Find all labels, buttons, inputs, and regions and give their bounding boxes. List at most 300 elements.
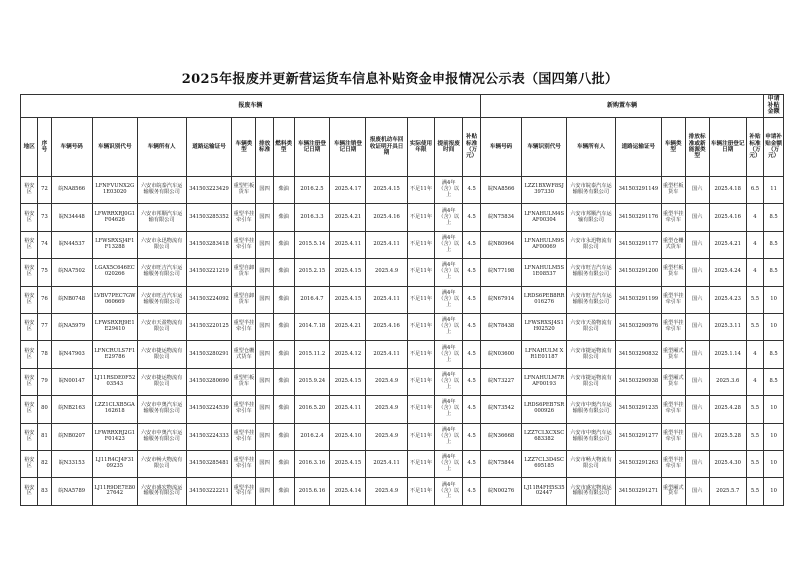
table-cell: 341503221219 [186, 259, 232, 286]
table-cell: 皖NA8566 [51, 177, 92, 204]
table-cell: 皖N67914 [480, 286, 521, 313]
table-cell: 2016.2.4 [294, 423, 330, 450]
table-cell: 柴油 [273, 204, 294, 231]
table-cell: 满4年（含）以上 [435, 423, 463, 450]
table-cell: 6.5 [746, 177, 763, 204]
table-cell: 裕安区 [21, 259, 38, 286]
table-cell: 73 [38, 204, 51, 231]
column-header: 车辆类型 [232, 118, 256, 177]
table-row [21, 286, 784, 313]
table-cell: 皖N36668 [480, 423, 521, 450]
table-cell: 341503291199 [615, 286, 661, 313]
table-row [21, 177, 784, 204]
table-cell: 5.5 [746, 450, 763, 477]
table-cell: 不足11年 [407, 177, 434, 204]
table-cell: 341503291277 [615, 423, 661, 450]
table-cell: 裕安区 [21, 286, 38, 313]
table-cell: 六安市捷运物流有限公司 [137, 341, 186, 368]
table-cell: 341503285481 [186, 450, 232, 477]
table-cell: LZZ1BXWF8SJ397330 [522, 177, 567, 204]
table-cell: 满4年（含）以上 [435, 341, 463, 368]
table-cell: 六安市中奥汽车运输服务有限公司 [566, 423, 615, 450]
table-cell: 341503224333 [186, 423, 232, 450]
table-cell: 4.5 [463, 450, 481, 477]
table-cell: 六安市中奥汽车运输服务有限公司 [137, 396, 186, 423]
table-cell: 国四 [256, 231, 273, 258]
table-cell: 8.5 [764, 341, 784, 368]
table-cell: 341503283418 [186, 231, 232, 258]
column-header: 排放标准或新能源类型 [685, 118, 709, 177]
table-cell: 满4年（含）以上 [435, 231, 463, 258]
table-cell: 重型半挂牵引车 [232, 423, 256, 450]
table-cell: 2025.4.16 [366, 204, 407, 231]
table-cell: 不足11年 [407, 423, 434, 450]
table-cell: 4.5 [463, 286, 481, 313]
table-cell: 重型半挂牵引车 [661, 286, 685, 313]
table-cell: 2025.4.11 [366, 341, 407, 368]
subsidy-table [20, 94, 784, 506]
table-cell: 重型半挂牵引车 [232, 450, 256, 477]
table-cell: 皖N73227 [480, 368, 521, 395]
table-cell: 2016.2.5 [294, 177, 330, 204]
table-cell: 裕安区 [21, 423, 38, 450]
table-cell: 4.5 [463, 313, 481, 340]
table-cell: 2025.4.14 [330, 478, 366, 505]
table-cell: 341503291177 [615, 231, 661, 258]
table-cell: 2025.4.23 [709, 286, 746, 313]
table-cell: 皖NA7502 [51, 259, 92, 286]
table-cell: LVBV7PEC7GW060669 [92, 286, 137, 313]
table-cell: 341503291235 [615, 396, 661, 423]
table-cell: 重型半挂牵引车 [232, 478, 256, 505]
table-cell: 10 [764, 396, 784, 423]
table-cell: 72 [38, 177, 51, 204]
table-cell: 8.5 [764, 204, 784, 231]
table-cell: 裕安区 [21, 478, 38, 505]
table-cell: 2025.4.15 [330, 450, 366, 477]
table-cell: 满4年（含）以上 [435, 396, 463, 423]
table-cell: 76 [38, 286, 51, 313]
table-cell: 国四 [256, 259, 273, 286]
table-cell: LZZ1CLXB5GA162618 [92, 396, 137, 423]
table-cell: 81 [38, 423, 51, 450]
scrapped-vehicles-group: 报废车辆 [21, 95, 481, 118]
table-cell: LZZ7CL3D4SC695185 [522, 450, 567, 477]
table-row [21, 204, 784, 231]
table-cell: 裕安区 [21, 396, 38, 423]
table-cell: 2025.3.6 [709, 368, 746, 395]
table-cell: 柴油 [273, 259, 294, 286]
table-cell: 皖NA5979 [51, 313, 92, 340]
column-header: 车辆号码 [480, 118, 521, 177]
table-cell: 国六 [685, 286, 709, 313]
table-cell: 六安市盛宏物流运输服务有限公司 [566, 478, 615, 505]
table-cell: 裕安区 [21, 204, 38, 231]
column-header-row [21, 118, 784, 177]
table-cell: 不足11年 [407, 204, 434, 231]
table-cell: 10 [764, 313, 784, 340]
column-header: 补贴标准（万元） [463, 118, 481, 177]
table-cell: 10 [764, 423, 784, 450]
table-cell: LJ11R9DE7E8027642 [92, 478, 137, 505]
table-cell: LRDS6PEB7SR000926 [522, 396, 567, 423]
table-cell: 国四 [256, 368, 273, 395]
table-cell: LFWRRXRJ0G1F04626 [92, 204, 137, 231]
table-cell: 国六 [685, 204, 709, 231]
table-cell: 341503290976 [615, 313, 661, 340]
table-row [21, 396, 784, 423]
table-cell: 2025.4.9 [366, 259, 407, 286]
table-cell: 2025.4.11 [330, 396, 366, 423]
table-cell: LFNFVUNX2G1E03020 [92, 177, 137, 204]
table-cell: 2025.4.15 [366, 177, 407, 204]
table-cell: 341503223429 [186, 177, 232, 204]
table-cell: 六安市永迅物流有限公司 [566, 231, 615, 258]
table-cell: 2025.4.11 [330, 231, 366, 258]
table-cell: 重型半挂牵引车 [661, 204, 685, 231]
table-cell: 4.5 [463, 204, 481, 231]
table-cell: 341503280291 [186, 341, 232, 368]
table-cell: 六安市中奥汽车运输服务有限公司 [137, 423, 186, 450]
table-cell: 2025.4.21 [330, 313, 366, 340]
table-cell: 不足11年 [407, 478, 434, 505]
table-cell: LFWRRXRJ2G1F01423 [92, 423, 137, 450]
table-cell: 2025.4.28 [709, 396, 746, 423]
column-header: 排放标准 [256, 118, 273, 177]
table-cell: 国四 [256, 341, 273, 368]
table-cell: LFWSRXSJ4S1H02520 [522, 313, 567, 340]
table-cell: 341503285352 [186, 204, 232, 231]
table-cell: 341503290832 [615, 341, 661, 368]
table-cell: 国六 [685, 259, 709, 286]
table-cell: 六安市捷运物流有限公司 [566, 341, 615, 368]
table-cell: 2025.4.15 [330, 259, 366, 286]
table-cell: 满4年（含）以上 [435, 478, 463, 505]
table-body [21, 177, 784, 506]
table-cell: 11 [764, 177, 784, 204]
table-cell: 裕安区 [21, 313, 38, 340]
table-cell: 六安市皖泰汽车运输服务有限公司 [137, 177, 186, 204]
table-cell: 2025.4.9 [366, 396, 407, 423]
table-row [21, 368, 784, 395]
table-cell: 六安市畅大物流有限公司 [137, 450, 186, 477]
table-cell: 六安市中奥汽车运输服务有限公司 [566, 396, 615, 423]
table-cell: 10 [764, 450, 784, 477]
table-cell: 2025.4.10 [330, 423, 366, 450]
table-cell: 重型半挂牵引车 [232, 231, 256, 258]
table-cell: 10 [764, 478, 784, 505]
table-cell: 75 [38, 259, 51, 286]
apply-amount-group: 申请补贴金额 [764, 95, 784, 118]
table-cell: 皖NB2163 [51, 396, 92, 423]
table-cell: 4.5 [463, 177, 481, 204]
column-header: 车辆识别代号 [92, 118, 137, 177]
column-header: 序号 [38, 118, 51, 177]
table-cell: 国六 [685, 478, 709, 505]
table-cell: 皖N75844 [480, 450, 521, 477]
table-cell: 重型半挂牵引车 [661, 423, 685, 450]
table-cell: LFNAHULM5S1E08537 [522, 259, 567, 286]
table-cell: 皖NA8566 [480, 177, 521, 204]
table-cell: 341503280690 [186, 368, 232, 395]
table-cell: 4 [746, 231, 763, 258]
table-row [21, 478, 784, 505]
table-cell: 341503290938 [615, 368, 661, 395]
group-header-row [21, 95, 784, 118]
table-cell: 重型栏板货车 [232, 177, 256, 204]
table-cell: 裕安区 [21, 231, 38, 258]
table-cell: 重型厢式货车 [661, 368, 685, 395]
table-cell: 满4年（含）以上 [435, 313, 463, 340]
table-cell: 2016.3.16 [294, 450, 330, 477]
table-cell: 国四 [256, 396, 273, 423]
table-cell: 六安市皖泰汽车运输服务有限公司 [566, 177, 615, 204]
table-cell: 皖NB0748 [51, 286, 92, 313]
table-cell: 六安市旺吉汽车运输服务有限公司 [137, 286, 186, 313]
table-cell: 2016.3.3 [294, 204, 330, 231]
table-cell: LFNAHULM4SAF00304 [522, 204, 567, 231]
table-cell: LJ11R4CJ4F3109235 [92, 450, 137, 477]
table-cell: 2015.5.14 [294, 231, 330, 258]
table-cell: 8.5 [764, 259, 784, 286]
column-header: 燃料类型 [273, 118, 294, 177]
table-cell: 2025.1.14 [709, 341, 746, 368]
table-cell: 2015.2.15 [294, 259, 330, 286]
table-cell: 2025.5.7 [709, 478, 746, 505]
table-cell: 满4年（含）以上 [435, 177, 463, 204]
table-cell: 国六 [685, 396, 709, 423]
column-header: 道路运输证号 [186, 118, 232, 177]
table-cell: 重型自卸货车 [232, 259, 256, 286]
table-cell: 满4年（含）以上 [435, 286, 463, 313]
table-cell: 国六 [685, 231, 709, 258]
table-cell: 74 [38, 231, 51, 258]
table-cell: 341503291271 [615, 478, 661, 505]
table-cell: 重型厢式货车 [661, 341, 685, 368]
table-cell: 国四 [256, 177, 273, 204]
table-cell: 国四 [256, 286, 273, 313]
table-cell: 4.5 [463, 341, 481, 368]
table-cell: 柴油 [273, 450, 294, 477]
table-cell: 国六 [685, 341, 709, 368]
table-cell: 341503224092 [186, 286, 232, 313]
column-header: 车辆注册登记日期 [709, 118, 746, 177]
table-cell: 重型半挂牵引车 [661, 313, 685, 340]
table-cell: 4.5 [463, 259, 481, 286]
table-cell: 柴油 [273, 368, 294, 395]
table-cell: 不足11年 [407, 396, 434, 423]
table-cell: 六安市天盈物流有限公司 [137, 313, 186, 340]
table-cell: 六安市旺吉汽车运输服务有限公司 [566, 259, 615, 286]
table-cell: 柴油 [273, 341, 294, 368]
table-cell: 不足11年 [407, 259, 434, 286]
table-cell: 79 [38, 368, 51, 395]
table-cell: 柴油 [273, 231, 294, 258]
table-cell: 皖N77198 [480, 259, 521, 286]
table-cell: 5.5 [746, 313, 763, 340]
table-cell: 裕安区 [21, 368, 38, 395]
table-cell: 5.5 [746, 423, 763, 450]
table-cell: 重型半挂牵引车 [661, 396, 685, 423]
table-cell: 皖N80964 [480, 231, 521, 258]
table-cell: 皖N47903 [51, 341, 92, 368]
table-cell: 77 [38, 313, 51, 340]
table-cell: 2015.9.24 [294, 368, 330, 395]
column-header: 实际使用年限 [407, 118, 434, 177]
table-cell: LFNCRULS7F1E29786 [92, 341, 137, 368]
table-cell: 5.5 [746, 396, 763, 423]
table-cell: 2025.4.24 [709, 259, 746, 286]
column-header: 车辆注册登记日期 [294, 118, 330, 177]
table-cell: 六安市永迅物流有限公司 [137, 231, 186, 258]
table-cell: 341503224539 [186, 396, 232, 423]
table-cell: 2025.4.11 [366, 231, 407, 258]
table-cell: 柴油 [273, 177, 294, 204]
table-cell: 皖N78438 [480, 313, 521, 340]
column-header: 报废机动车回收证明开具日期 [366, 118, 407, 177]
table-cell: 国六 [685, 313, 709, 340]
page-title: 2025年报废并更新营运货车信息补贴资金申报情况公示表（国四第八批） [181, 72, 619, 87]
table-row [21, 313, 784, 340]
table-cell: 4.5 [463, 396, 481, 423]
table-cell: 2016.5.20 [294, 396, 330, 423]
table-cell: 皖N34448 [51, 204, 92, 231]
table-cell: 重型厢式货车 [661, 478, 685, 505]
table-cell: 341503222211 [186, 478, 232, 505]
table-cell: 2025.4.17 [330, 177, 366, 204]
table-cell: 2025.4.16 [366, 313, 407, 340]
column-header: 申请补贴金额（万元） [764, 118, 784, 177]
table-cell: LFNAHULM9SAF00069 [522, 231, 567, 258]
table-cell: 六安市捷运物流有限公司 [566, 368, 615, 395]
column-header: 车辆识别代号 [522, 118, 567, 177]
table-cell: 柴油 [273, 396, 294, 423]
table-cell: 皖N75834 [480, 204, 521, 231]
table-cell: 8.5 [764, 368, 784, 395]
table-cell: 2016.4.7 [294, 286, 330, 313]
table-cell: 重型仓栅式货车 [661, 231, 685, 258]
table-cell: 重型自卸货车 [232, 286, 256, 313]
table-cell: 皖N73542 [480, 396, 521, 423]
table-cell: 国四 [256, 478, 273, 505]
table-cell: 六安市盛宏物流运输服务有限公司 [137, 478, 186, 505]
table-cell: 重型栏板货车 [232, 368, 256, 395]
table-cell: LFNAHULM XR1E01187 [522, 341, 567, 368]
table-cell: LJ11RSDE0F5203543 [92, 368, 137, 395]
table-cell: 2015.6.16 [294, 478, 330, 505]
table-cell: 满4年（含）以上 [435, 204, 463, 231]
table-cell: 10 [764, 286, 784, 313]
table-cell: 裕安区 [21, 177, 38, 204]
table-cell: 2025.4.30 [709, 450, 746, 477]
table-cell: 不足11年 [407, 231, 434, 258]
table-cell: 国四 [256, 423, 273, 450]
table-cell: 六安市旺吉汽车运输服务有限公司 [566, 286, 615, 313]
table-cell: 不足11年 [407, 450, 434, 477]
table-row [21, 341, 784, 368]
table-cell: 2025.4.18 [709, 177, 746, 204]
table-cell: LJ11R4FH5S3502447 [522, 478, 567, 505]
table-cell: LFWSRXRJ9E1E29410 [92, 313, 137, 340]
table-cell: 六安市畅大物流有限公司 [566, 450, 615, 477]
table-cell: 满4年（含）以上 [435, 259, 463, 286]
table-row [21, 423, 784, 450]
table-cell: 柴油 [273, 286, 294, 313]
table-cell: 六安市天盈物流有限公司 [566, 313, 615, 340]
table-cell: 2014.7.18 [294, 313, 330, 340]
column-header: 车辆类型 [661, 118, 685, 177]
table-cell: 皖N00147 [51, 368, 92, 395]
table-cell: 2015.11.2 [294, 341, 330, 368]
table-cell: 5.5 [746, 478, 763, 505]
table-cell: 国六 [685, 177, 709, 204]
table-cell: 国六 [685, 450, 709, 477]
table-cell: 2025.4.21 [330, 204, 366, 231]
table-cell: 4 [746, 204, 763, 231]
table-cell: 国四 [256, 450, 273, 477]
table-cell: 重型栏板货车 [661, 259, 685, 286]
table-cell: 六安市旺吉汽车运输服务有限公司 [137, 259, 186, 286]
table-cell: 皖NA5789 [51, 478, 92, 505]
table-cell: LFWSRXSJ4F1F13288 [92, 231, 137, 258]
table-cell: 2025.3.11 [709, 313, 746, 340]
table-row [21, 231, 784, 258]
table-cell: 不足11年 [407, 313, 434, 340]
column-header: 车辆号码 [51, 118, 92, 177]
table-cell: 4 [746, 259, 763, 286]
column-header: 车辆注销登记日期 [330, 118, 366, 177]
table-cell: 2025.4.15 [330, 286, 366, 313]
table-cell: 4.5 [463, 368, 481, 395]
table-cell: 2025.4.9 [366, 478, 407, 505]
table-cell: 341503291200 [615, 259, 661, 286]
table-cell: LGAX5C646EC020266 [92, 259, 137, 286]
column-header: 道路运输证号 [615, 118, 661, 177]
table-cell: 4.5 [463, 231, 481, 258]
table-cell: 不足11年 [407, 341, 434, 368]
table-cell: 不足11年 [407, 368, 434, 395]
table-cell: 皖N33153 [51, 450, 92, 477]
table-cell: 裕安区 [21, 450, 38, 477]
table-cell: 柴油 [273, 423, 294, 450]
table-cell: 重型栏板货车 [661, 177, 685, 204]
table-cell: 80 [38, 396, 51, 423]
table-cell: 4 [746, 368, 763, 395]
table-cell: 82 [38, 450, 51, 477]
column-header: 地区 [21, 118, 38, 177]
table-cell: 柴油 [273, 478, 294, 505]
table-cell: 六安市捷运物流有限公司 [137, 368, 186, 395]
table-cell: LZZ7CLXCXSC683382 [522, 423, 567, 450]
table-cell: 2025.4.11 [366, 286, 407, 313]
table-cell: 2025.4.9 [366, 423, 407, 450]
table-cell: 4.5 [463, 478, 481, 505]
table-cell: 六安市邦顺汽车运输有限公司 [566, 204, 615, 231]
table-cell: 2025.4.12 [330, 341, 366, 368]
table-cell: 国六 [685, 423, 709, 450]
table-cell: 83 [38, 478, 51, 505]
table-cell: 皖N44537 [51, 231, 92, 258]
table-cell: 六安市邦顺汽车运输有限公司 [137, 204, 186, 231]
column-header: 车辆所有人 [566, 118, 615, 177]
table-cell: 不足11年 [407, 286, 434, 313]
table-cell: LFNAHULM7RAF00193 [522, 368, 567, 395]
table-cell: 重型半挂牵引车 [232, 396, 256, 423]
table-cell: 341503291176 [615, 204, 661, 231]
table-cell: 2025.5.28 [709, 423, 746, 450]
table-cell: 柴油 [273, 313, 294, 340]
table-cell: 满4年（含）以上 [435, 368, 463, 395]
